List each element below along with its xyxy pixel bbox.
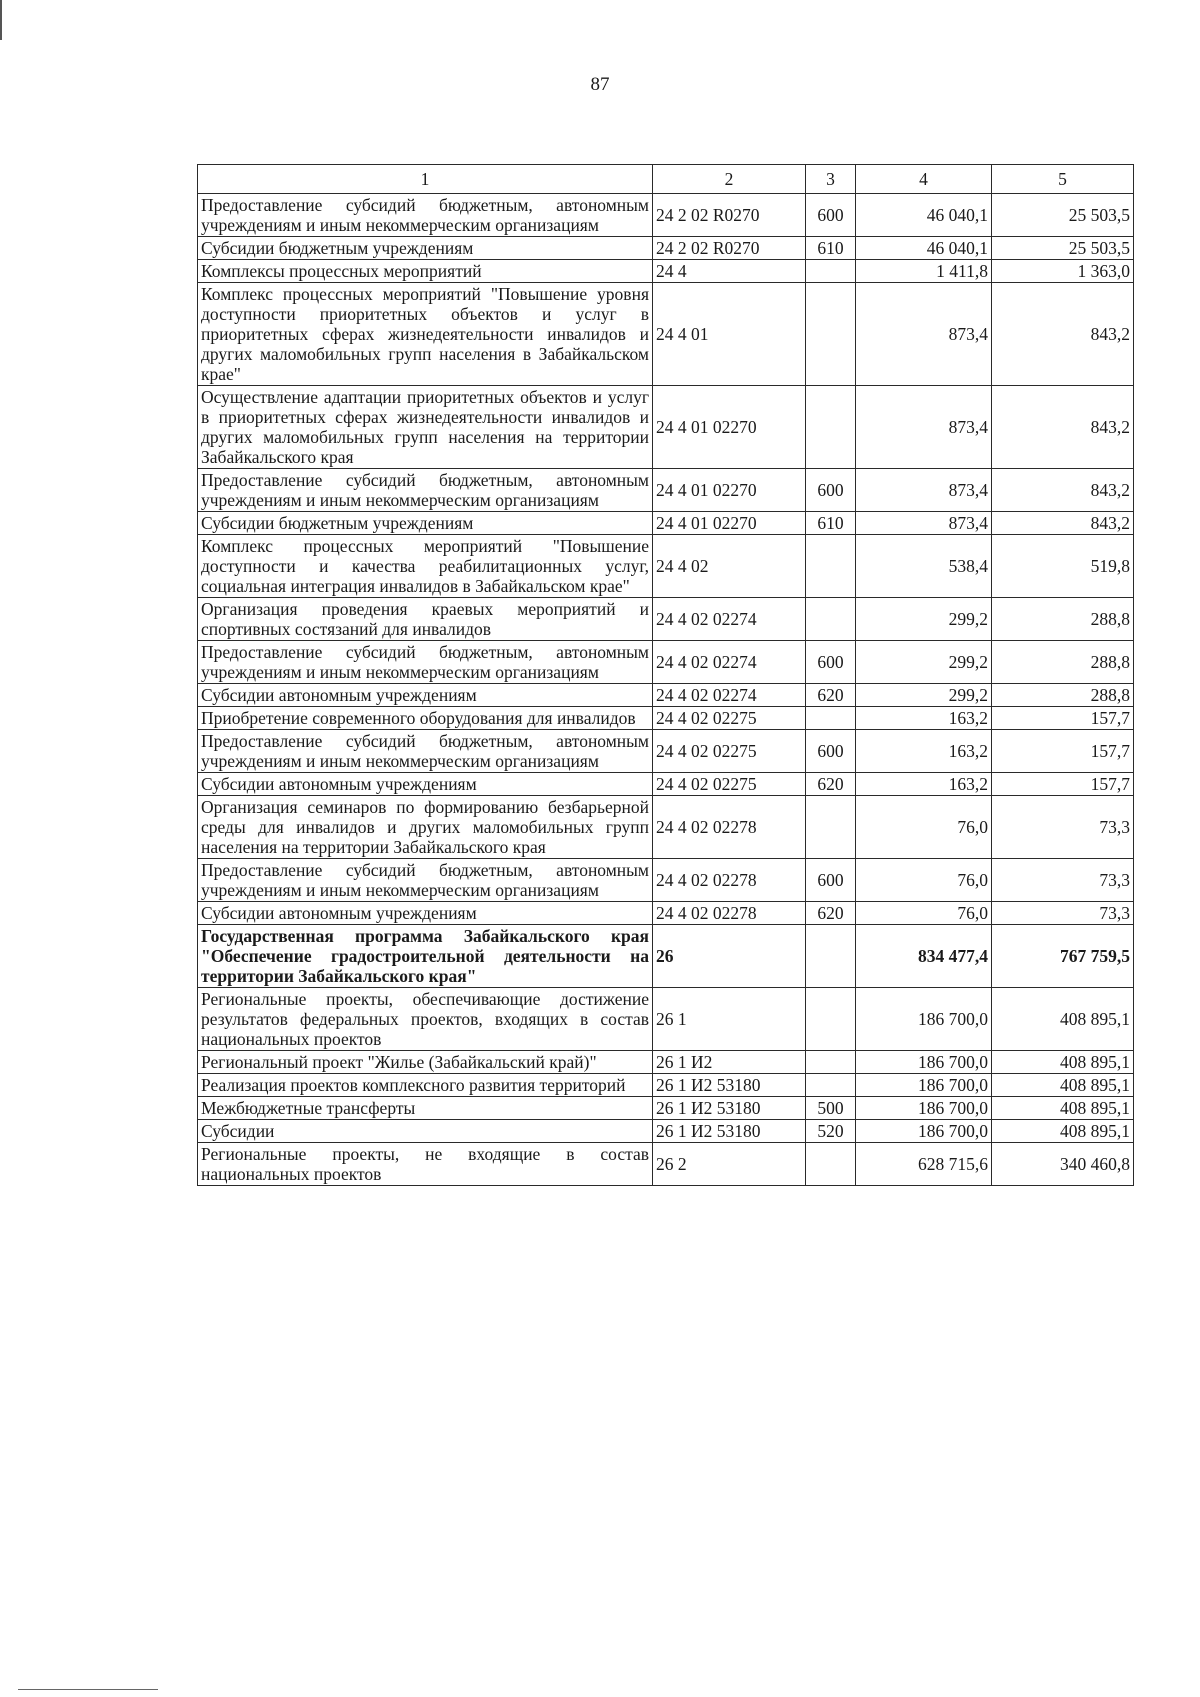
table-row [198, 1120, 1134, 1143]
table-row [198, 386, 1134, 469]
row-amount-year2-cell: 408 895,1 [992, 988, 1134, 1051]
column-header: 5 [992, 165, 1134, 194]
row-code-cell: 24 2 02 R0270 [653, 237, 806, 260]
table-row [198, 469, 1134, 512]
row-amount-year2-cell: 843,2 [992, 386, 1134, 469]
row-amount-year1-cell: 299,2 [856, 598, 992, 641]
row-code-cell: 24 4 02 02278 [653, 796, 806, 859]
row-amount-year2-cell: 1 363,0 [992, 260, 1134, 283]
row-expense-type-cell: 610 [806, 237, 856, 260]
table-row [198, 773, 1134, 796]
table-row [198, 598, 1134, 641]
row-amount-year2-cell: 157,7 [992, 730, 1134, 773]
row-amount-year1-cell: 628 715,6 [856, 1143, 992, 1186]
row-expense-type-cell [806, 796, 856, 859]
table-row [198, 988, 1134, 1051]
row-name-cell: Предоставление субсидий бюджетным, автономным учреждениям и иным некоммерческим организациям [198, 730, 653, 773]
row-expense-type-cell: 620 [806, 684, 856, 707]
row-name-cell: Предоставление субсидий бюджетным, автономным учреждениям и иным некоммерческим организациям [198, 641, 653, 684]
row-amount-year1-cell: 186 700,0 [856, 1051, 992, 1074]
row-expense-type-cell: 620 [806, 773, 856, 796]
row-name-cell: Осуществление адаптации приоритетных объектов и услуг в приоритетных сферах жизнедеятельности инвалидов и других маломобильных групп населения на территории Забайкальского края [198, 386, 653, 469]
row-code-cell: 24 4 02 02275 [653, 707, 806, 730]
row-code-cell: 24 4 02 02278 [653, 859, 806, 902]
row-expense-type-cell: 620 [806, 902, 856, 925]
table-row [198, 237, 1134, 260]
row-expense-type-cell [806, 260, 856, 283]
row-amount-year2-cell: 73,3 [992, 859, 1134, 902]
column-header: 1 [198, 165, 653, 194]
row-amount-year2-cell: 73,3 [992, 902, 1134, 925]
row-amount-year1-cell: 186 700,0 [856, 1097, 992, 1120]
row-amount-year2-cell: 408 895,1 [992, 1074, 1134, 1097]
row-amount-year1-cell: 76,0 [856, 859, 992, 902]
row-expense-type-cell: 600 [806, 641, 856, 684]
row-code-cell: 26 1 И2 53180 [653, 1097, 806, 1120]
table-row [198, 535, 1134, 598]
table-row [198, 1097, 1134, 1120]
row-code-cell: 24 4 01 02270 [653, 386, 806, 469]
row-amount-year2-cell: 767 759,5 [992, 925, 1134, 988]
row-amount-year2-cell: 288,8 [992, 684, 1134, 707]
row-amount-year2-cell: 408 895,1 [992, 1097, 1134, 1120]
row-expense-type-cell: 600 [806, 469, 856, 512]
row-code-cell: 24 4 01 [653, 283, 806, 386]
row-amount-year2-cell: 408 895,1 [992, 1051, 1134, 1074]
row-name-cell: Организация семинаров по формированию безбарьерной среды для инвалидов и других маломобильных групп населения на территории Забайкальского края [198, 796, 653, 859]
row-name-cell: Субсидии автономным учреждениям [198, 773, 653, 796]
row-name-cell: Предоставление субсидий бюджетным, автономным учреждениям и иным некоммерческим организациям [198, 469, 653, 512]
table-row [198, 641, 1134, 684]
row-amount-year1-cell: 834 477,4 [856, 925, 992, 988]
table-row [198, 902, 1134, 925]
row-amount-year1-cell: 186 700,0 [856, 1120, 992, 1143]
row-code-cell: 24 4 01 02270 [653, 512, 806, 535]
row-expense-type-cell [806, 598, 856, 641]
row-amount-year2-cell: 288,8 [992, 641, 1134, 684]
row-expense-type-cell [806, 283, 856, 386]
row-amount-year2-cell: 843,2 [992, 283, 1134, 386]
column-header: 2 [653, 165, 806, 194]
column-header: 4 [856, 165, 992, 194]
row-amount-year1-cell: 299,2 [856, 684, 992, 707]
scan-edge-line [18, 1689, 158, 1690]
table-row [198, 1143, 1134, 1186]
row-expense-type-cell: 600 [806, 194, 856, 237]
row-amount-year1-cell: 186 700,0 [856, 988, 992, 1051]
table-row [198, 283, 1134, 386]
row-amount-year1-cell: 299,2 [856, 641, 992, 684]
row-name-cell: Комплексы процессных мероприятий [198, 260, 653, 283]
table-row [198, 796, 1134, 859]
row-code-cell: 24 4 01 02270 [653, 469, 806, 512]
row-code-cell: 24 4 02 02274 [653, 641, 806, 684]
row-amount-year1-cell: 538,4 [856, 535, 992, 598]
table-row [198, 194, 1134, 237]
row-amount-year1-cell: 1 411,8 [856, 260, 992, 283]
row-amount-year1-cell: 873,4 [856, 386, 992, 469]
row-name-cell: Субсидии [198, 1120, 653, 1143]
row-expense-type-cell [806, 988, 856, 1051]
row-name-cell: Предоставление субсидий бюджетным, автономным учреждениям и иным некоммерческим организациям [198, 859, 653, 902]
row-name-cell: Межбюджетные трансферты [198, 1097, 653, 1120]
row-code-cell: 24 4 02 02278 [653, 902, 806, 925]
row-amount-year1-cell: 76,0 [856, 902, 992, 925]
row-amount-year1-cell: 163,2 [856, 707, 992, 730]
row-expense-type-cell: 600 [806, 730, 856, 773]
row-code-cell: 26 1 И2 53180 [653, 1120, 806, 1143]
row-amount-year2-cell: 340 460,8 [992, 1143, 1134, 1186]
row-name-cell: Реализация проектов комплексного развития территорий [198, 1074, 653, 1097]
row-expense-type-cell [806, 1074, 856, 1097]
row-code-cell: 24 4 02 02275 [653, 730, 806, 773]
row-amount-year2-cell: 73,3 [992, 796, 1134, 859]
row-amount-year1-cell: 76,0 [856, 796, 992, 859]
row-expense-type-cell: 520 [806, 1120, 856, 1143]
row-amount-year1-cell: 873,4 [856, 283, 992, 386]
row-amount-year2-cell: 157,7 [992, 707, 1134, 730]
row-amount-year1-cell: 873,4 [856, 512, 992, 535]
row-expense-type-cell: 610 [806, 512, 856, 535]
table-row [198, 859, 1134, 902]
table-row [198, 260, 1134, 283]
row-amount-year1-cell: 163,2 [856, 730, 992, 773]
row-name-cell: Субсидии бюджетным учреждениям [198, 512, 653, 535]
row-name-cell: Государственная программа Забайкальского края "Обеспечение градостроительной деятельности на территории Забайкальского края" [198, 925, 653, 988]
row-amount-year2-cell: 843,2 [992, 512, 1134, 535]
row-name-cell: Субсидии автономным учреждениям [198, 684, 653, 707]
row-expense-type-cell [806, 1143, 856, 1186]
row-code-cell: 26 2 [653, 1143, 806, 1186]
row-amount-year1-cell: 186 700,0 [856, 1074, 992, 1097]
row-name-cell: Субсидии бюджетным учреждениям [198, 237, 653, 260]
row-name-cell: Региональные проекты, обеспечивающие достижение результатов федеральных проектов, входящих в состав национальных проектов [198, 988, 653, 1051]
row-amount-year2-cell: 157,7 [992, 773, 1134, 796]
row-name-cell: Комплекс процессных мероприятий "Повышение уровня доступности приоритетных объектов и услуг в приоритетных сферах жизнедеятельности инвалидов и других маломобильных групп населения в Забайкальском крае" [198, 283, 653, 386]
row-amount-year2-cell: 25 503,5 [992, 237, 1134, 260]
row-code-cell: 24 4 02 02275 [653, 773, 806, 796]
row-expense-type-cell: 600 [806, 859, 856, 902]
row-expense-type-cell [806, 386, 856, 469]
row-name-cell: Предоставление субсидий бюджетным, автономным учреждениям и иным некоммерческим организациям [198, 194, 653, 237]
table-row [198, 1074, 1134, 1097]
row-amount-year2-cell: 25 503,5 [992, 194, 1134, 237]
row-amount-year2-cell: 288,8 [992, 598, 1134, 641]
row-name-cell: Региональный проект "Жилье (Забайкальский край)" [198, 1051, 653, 1074]
table-row [198, 512, 1134, 535]
row-code-cell: 24 2 02 R0270 [653, 194, 806, 237]
table-header-row [198, 165, 1134, 194]
scan-edge-line [0, 0, 2, 40]
row-code-cell: 26 [653, 925, 806, 988]
row-amount-year2-cell: 408 895,1 [992, 1120, 1134, 1143]
row-amount-year1-cell: 163,2 [856, 773, 992, 796]
row-expense-type-cell [806, 535, 856, 598]
row-expense-type-cell [806, 707, 856, 730]
table-row [198, 707, 1134, 730]
row-expense-type-cell [806, 1051, 856, 1074]
row-name-cell: Субсидии автономным учреждениям [198, 902, 653, 925]
column-header: 3 [806, 165, 856, 194]
row-amount-year1-cell: 46 040,1 [856, 237, 992, 260]
row-amount-year2-cell: 843,2 [992, 469, 1134, 512]
row-code-cell: 26 1 И2 53180 [653, 1074, 806, 1097]
row-name-cell: Региональные проекты, не входящие в состав национальных проектов [198, 1143, 653, 1186]
row-name-cell: Комплекс процессных мероприятий "Повышение доступности и качества реабилитационных услуг, социальная интеграция инвалидов в Забайкальском крае" [198, 535, 653, 598]
row-code-cell: 24 4 02 02274 [653, 684, 806, 707]
row-expense-type-cell [806, 925, 856, 988]
row-amount-year2-cell: 519,8 [992, 535, 1134, 598]
row-amount-year1-cell: 873,4 [856, 469, 992, 512]
row-code-cell: 26 1 И2 [653, 1051, 806, 1074]
row-code-cell: 24 4 02 02274 [653, 598, 806, 641]
page-number: 87 [590, 74, 610, 95]
row-amount-year1-cell: 46 040,1 [856, 194, 992, 237]
table-row [198, 1051, 1134, 1074]
row-code-cell: 26 1 [653, 988, 806, 1051]
table-row [198, 684, 1134, 707]
budget-table-body [198, 165, 1134, 1186]
row-name-cell: Организация проведения краевых мероприятий и спортивных состязаний для инвалидов [198, 598, 653, 641]
row-expense-type-cell: 500 [806, 1097, 856, 1120]
table-row [198, 730, 1134, 773]
table-row [198, 925, 1134, 988]
row-name-cell: Приобретение современного оборудования для инвалидов [198, 707, 653, 730]
row-code-cell: 24 4 02 [653, 535, 806, 598]
row-code-cell: 24 4 [653, 260, 806, 283]
budget-table [197, 164, 1134, 1186]
